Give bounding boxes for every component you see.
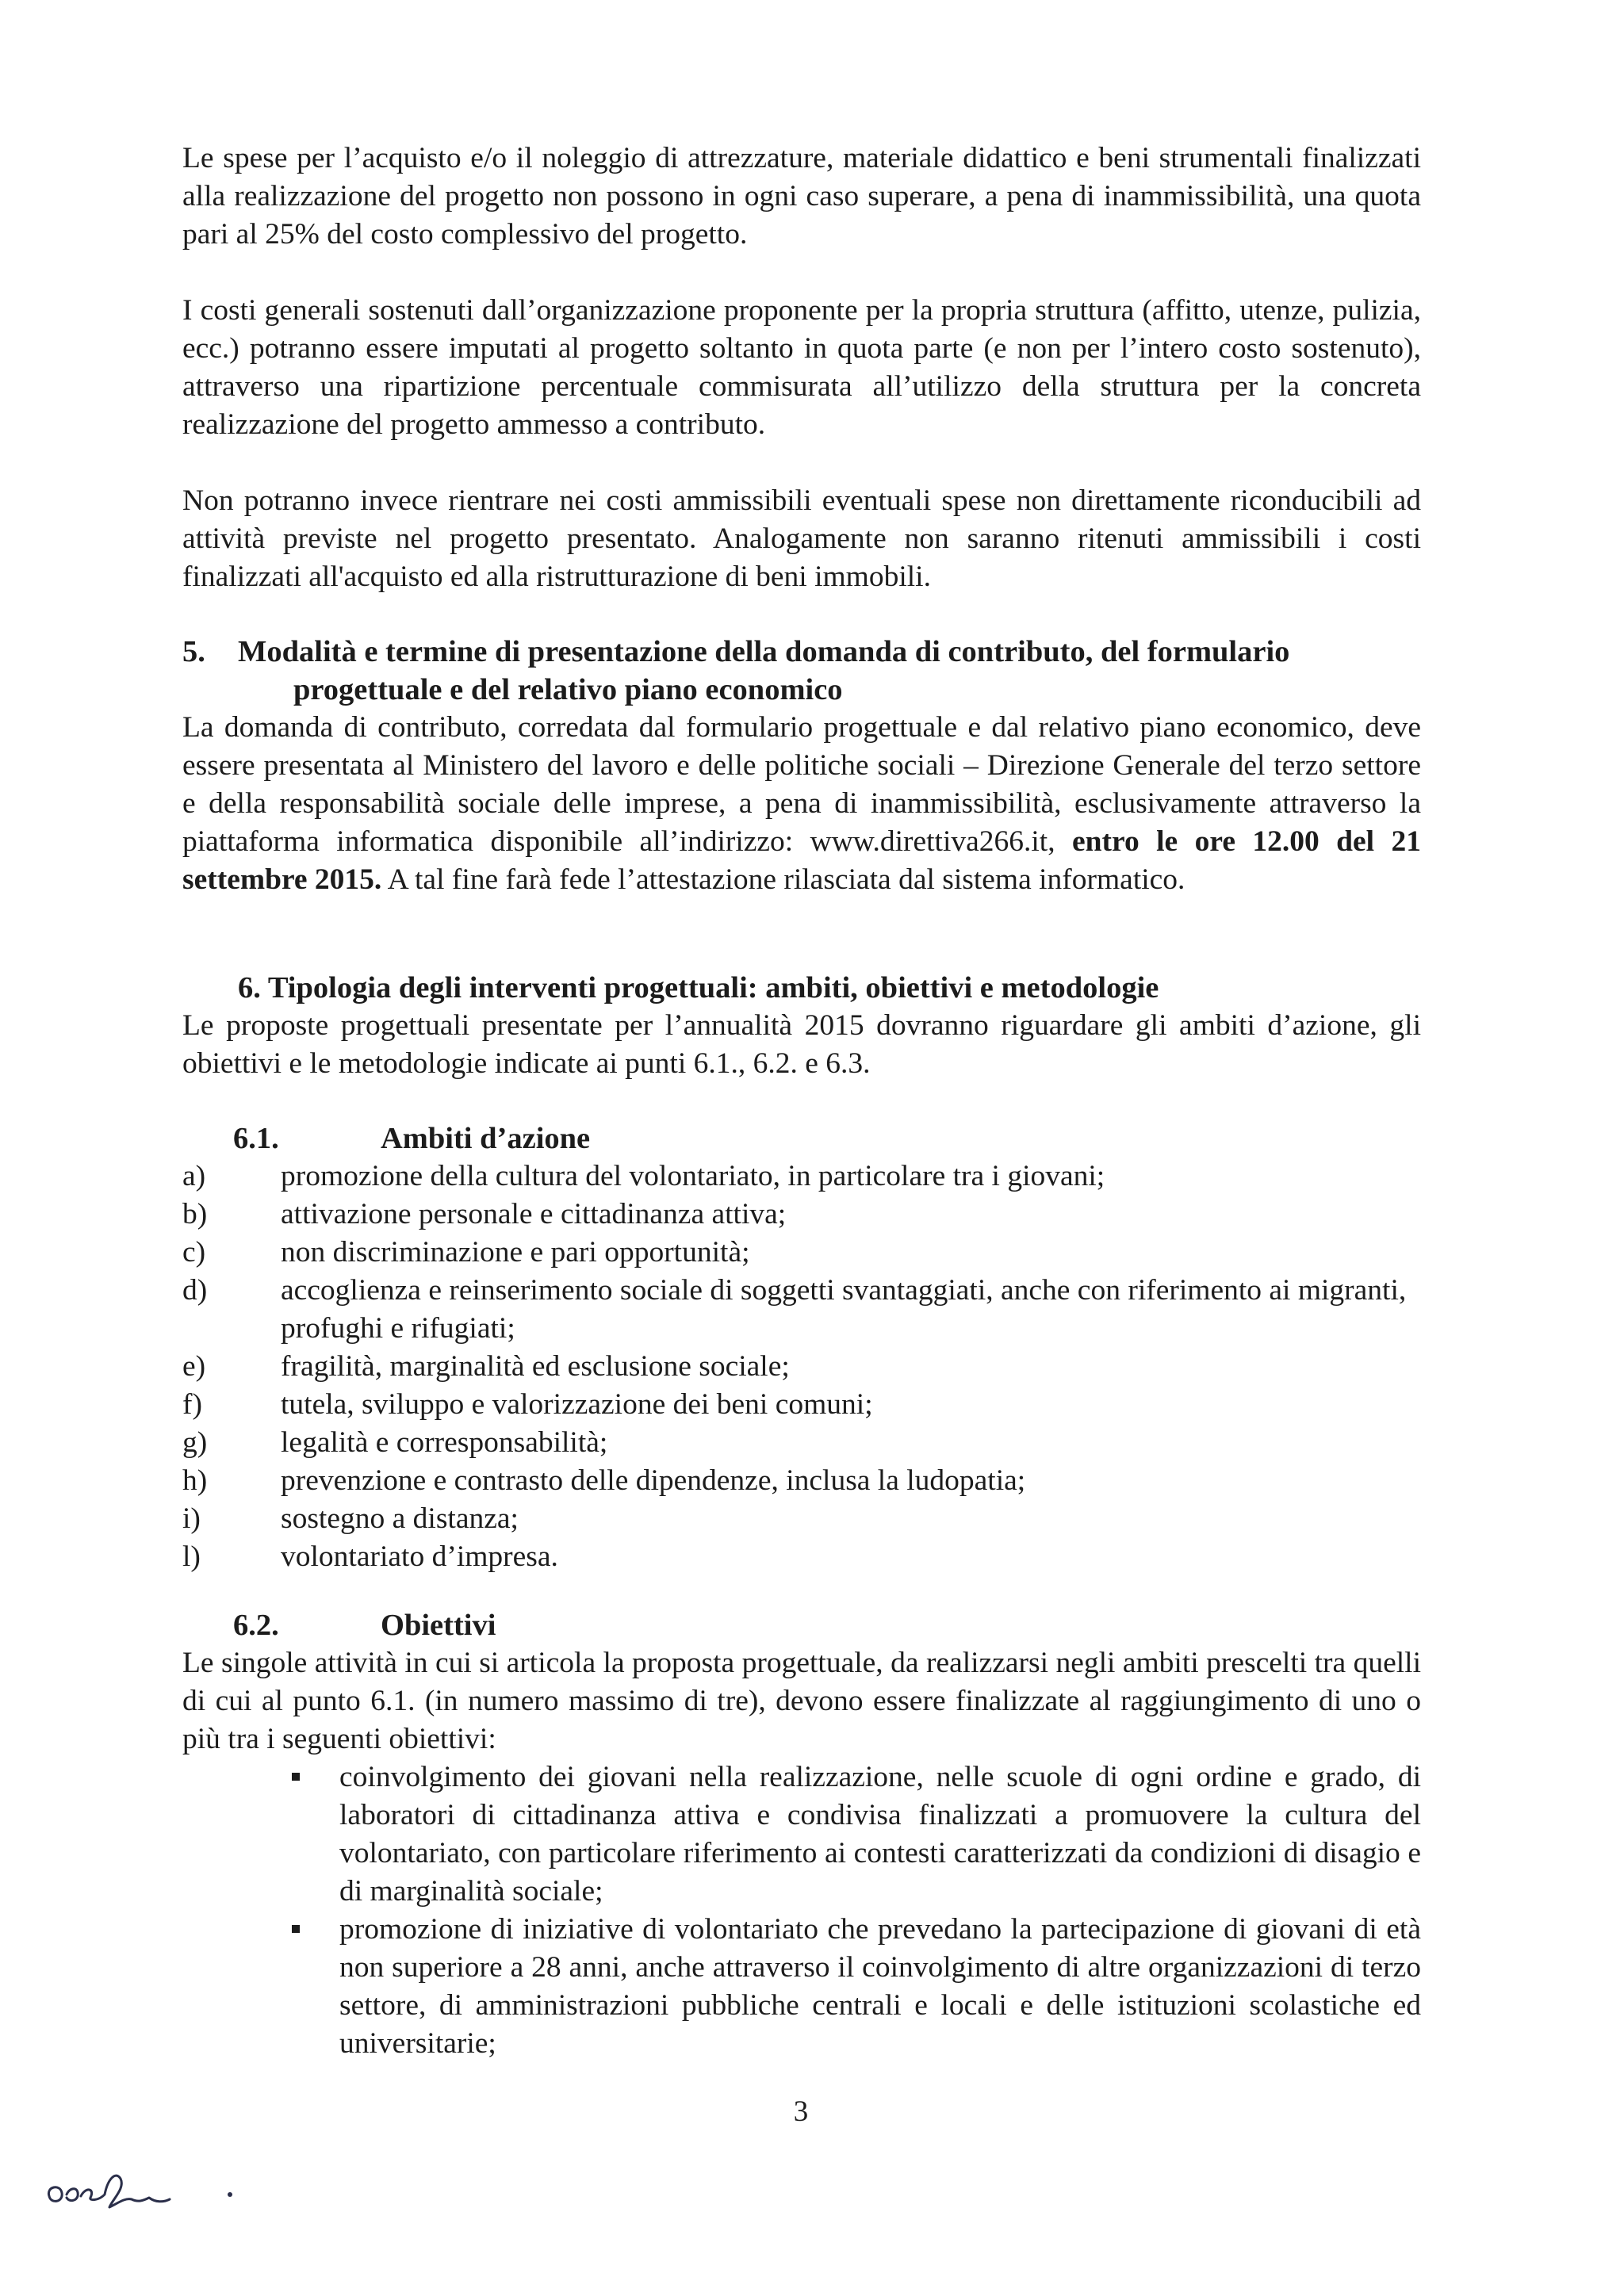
list-item-mark: c) xyxy=(182,1236,206,1269)
list-item-text: promozione di iniziative di volontariato che prevedano la partecipazione di giovani di età non superiore a 28 anni, anche attraverso il coinvolgimento di altre organizzazioni di terzo settore, di amministrazioni pubbliche centrali e locali e delle istituzioni scolastiche ed universitarie; xyxy=(339,1913,1421,2060)
section-6-heading xyxy=(182,969,1421,1007)
list-item-mark: l) xyxy=(182,1540,201,1573)
list-item xyxy=(182,1911,1421,2063)
section-5-number: 5. xyxy=(182,635,205,668)
section-6-1 xyxy=(182,1119,1421,1576)
list-item xyxy=(182,1234,1421,1272)
list-item-text: attivazione personale e cittadinanza attiva; xyxy=(281,1198,787,1230)
list-item xyxy=(182,1348,1421,1386)
section-6-title: Tipologia degli interventi progettuali: ambiti, obiettivi e metodologie xyxy=(267,971,1159,1004)
list-item-text: tutela, sviluppo e valorizzazione dei beni comuni; xyxy=(281,1388,873,1421)
list-item-text: coinvolgimento dei giovani nella realizzazione, nelle scuole di ogni ordine e grado, di laboratori di cittadinanza attiva e condivisa finalizzati a promuovere la cultura del volontariato, con particolare riferimento ai contesti caratterizzati da condizioni di disagio e di marginalità sociale; xyxy=(339,1761,1421,1908)
paragraph-text: Non potranno invece rientrare nei costi ammissibili eventuali spese non direttamente riconducibili ad attività previste nel progetto presentato. Analogamente non saranno ritenuti ammissibili i costi finalizzati all'acquisto ed alla ristrutturazione di beni immobili. xyxy=(182,484,1421,593)
list-item-text: sostegno a distanza; xyxy=(281,1502,519,1535)
section-5-heading-continued xyxy=(182,671,1421,709)
square-bullet-icon xyxy=(292,1773,300,1781)
section-6-1-heading xyxy=(182,1119,1421,1158)
section-6-2 xyxy=(182,1606,1421,2063)
list-item-text: promozione della cultura del volontariato, in particolare tra i giovani; xyxy=(281,1160,1105,1192)
list-item-mark: e) xyxy=(182,1350,206,1383)
square-bullet-icon xyxy=(292,1925,300,1933)
list-item-text: non discriminazione e pari opportunità; xyxy=(281,1236,750,1269)
list-item xyxy=(182,1462,1421,1500)
list-item xyxy=(182,1386,1421,1424)
obiettivi-list xyxy=(182,1758,1421,2063)
section-5-title-line1: Modalità e termine di presentazione della domanda di contributo, del formulario xyxy=(238,635,1290,668)
section-5 xyxy=(182,633,1421,899)
ambiti-list xyxy=(182,1158,1421,1576)
paragraph-general-costs xyxy=(182,292,1421,444)
list-item-text: volontariato d’impresa. xyxy=(281,1540,558,1573)
list-item-mark: h) xyxy=(182,1464,208,1497)
section-5-body-start: La domanda di contributo, corredata dal formulario progettuale e dal relativo piano economico, deve essere presentata al Ministero del lavoro e delle politiche sociali – Direzione Generale del terzo settore e della responsabilità sociale delle imprese, a pena di inammissibilità, esclusivamente attraverso la piattaforma informatica disponibile all’indirizzo: www.direttiva266.it, xyxy=(182,711,1421,858)
section-6-body: Le proposte progettuali presentate per l’annualità 2015 dovranno riguardare gli ambiti d’azione, gli obiettivi e le metodologie indicate ai punti 6.1., 6.2. e 6.3. xyxy=(182,1009,1421,1080)
list-item-text: prevenzione e contrasto delle dipendenze, inclusa la ludopatia; xyxy=(281,1464,1026,1497)
list-item-mark: g) xyxy=(182,1426,208,1459)
paragraph-text: I costi generali sostenuti dall’organizzazione proponente per la propria struttura (affitto, utenze, pulizia, ecc.) potranno essere imputati al progetto soltanto in quota parte (e non per l’intero costo sostenuto), attraverso una ripartizione percentuale commisurata all’utilizzo della struttura per la concreta realizzazione del progetto ammesso a contributo. xyxy=(182,294,1421,441)
paragraph-text: Le spese per l’acquisto e/o il noleggio di attrezzature, materiale didattico e beni strumentali finalizzati alla realizzazione del progetto non possono in ogni caso superare, a pena di inammissibilità, una quota pari al 25% del costo complessivo del progetto. xyxy=(182,142,1421,251)
list-item-mark: b) xyxy=(182,1198,208,1230)
list-item xyxy=(182,1538,1421,1576)
list-item-text: fragilità, marginalità ed esclusione sociale; xyxy=(281,1350,790,1383)
section-6-number: 6. xyxy=(238,971,261,1004)
page-number: 3 xyxy=(793,2095,809,2128)
handwritten-initials xyxy=(43,2155,249,2226)
list-item xyxy=(182,1158,1421,1196)
list-item xyxy=(182,1500,1421,1538)
list-item-text: legalità e corresponsabilità; xyxy=(281,1426,608,1459)
section-6 xyxy=(182,969,1421,1083)
section-6-2-body: Le singole attività in cui si articola la proposta progettuale, da realizzarsi negli ambiti prescelti tra quelli di cui al punto 6.1. (in numero massimo di tre), devono essere finalizzate al raggiungimento di uno o più tra i seguenti obiettivi: xyxy=(182,1647,1421,1755)
list-item-mark: f) xyxy=(182,1388,202,1421)
list-item xyxy=(182,1758,1421,1911)
section-6-1-number: 6.1. xyxy=(233,1122,279,1155)
section-5-heading xyxy=(182,633,1421,671)
section-5-deadline: entro le ore 12.00 del 21 settembre 2015. xyxy=(182,825,1421,896)
section-6-2-title: Obiettivi xyxy=(381,1609,496,1642)
section-6-2-number: 6.2. xyxy=(233,1609,279,1642)
paragraph-inadmissible-costs xyxy=(182,482,1421,596)
list-item xyxy=(182,1424,1421,1462)
section-5-title-line2: progettuale e del relativo piano economico xyxy=(293,673,843,706)
section-6-2-heading xyxy=(182,1606,1421,1644)
section-5-body-end: A tal fine farà fede l’attestazione rilasciata dal sistema informatico. xyxy=(387,863,1185,896)
section-6-1-title: Ambiti d’azione xyxy=(381,1122,591,1155)
list-item xyxy=(182,1196,1421,1234)
list-item-text: accoglienza e reinserimento sociale di soggetti svantaggiati, anche con riferimento ai migranti, profughi e rifugiati; xyxy=(281,1274,1407,1345)
paragraph-equipment-costs xyxy=(182,140,1421,254)
list-item xyxy=(182,1272,1421,1348)
list-item-mark: a) xyxy=(182,1160,206,1192)
list-item-mark: i) xyxy=(182,1502,201,1535)
section-5-body xyxy=(182,709,1421,899)
list-item-mark: d) xyxy=(182,1274,208,1307)
